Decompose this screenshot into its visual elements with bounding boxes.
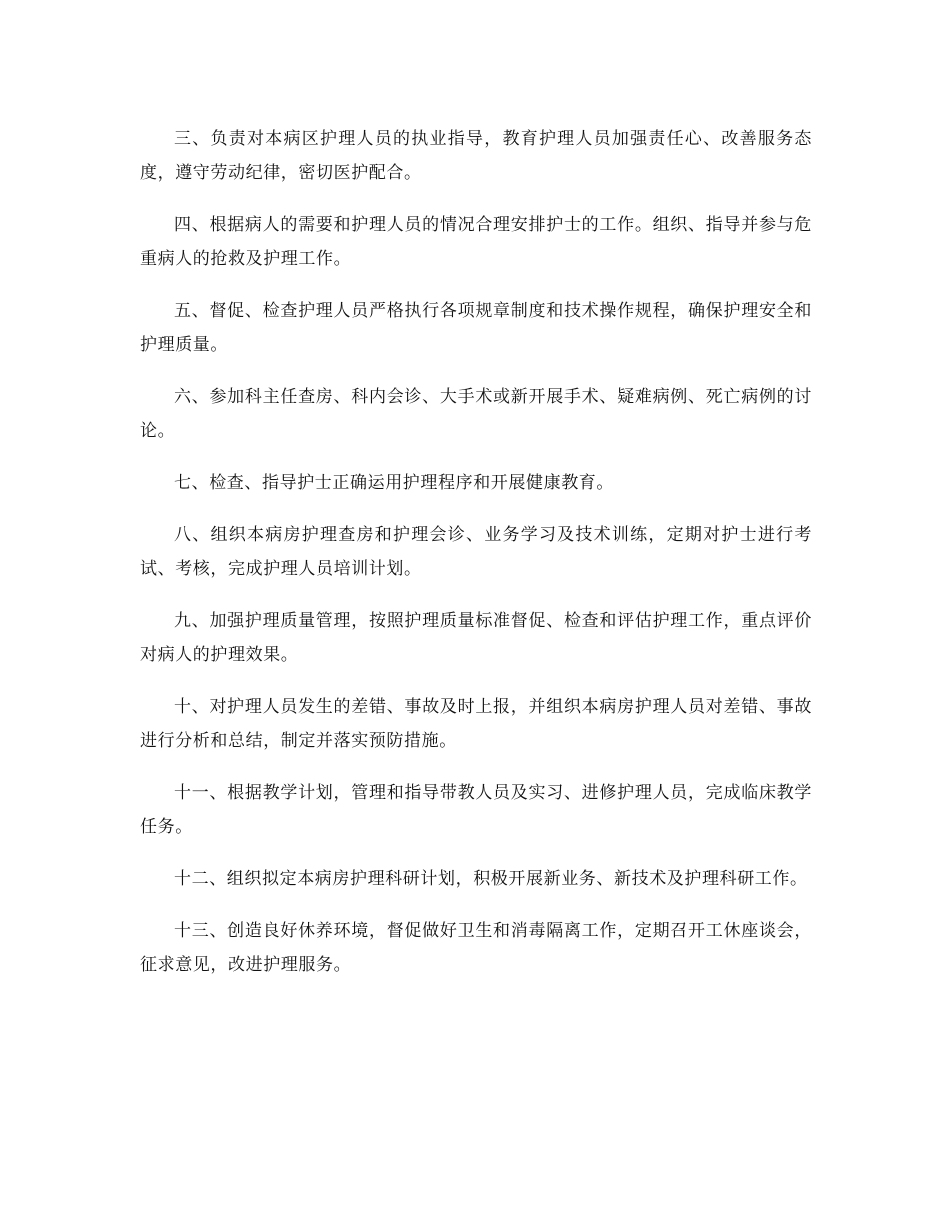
paragraph-10: 十、对护理人员发生的差错、事故及时上报，并组织本病房护理人员对差错、事故进行分析和总结，制定并落实预防措施。 (140, 697, 812, 751)
paragraph-6: 六、参加科主任查房、科内会诊、大手术或新开展手术、疑难病例、死亡病例的讨论。 (140, 387, 812, 441)
paragraph-3: 三、负责对本病区护理人员的执业指导，教育护理人员加强责任心、改善服务态度，遵守劳动纪律，密切医护配合。 (140, 129, 812, 183)
paragraph-11: 十一、根据教学计划，管理和指导带教人员及实习、进修护理人员，完成临床教学任务。 (140, 783, 812, 837)
paragraph-7: 七、检查、指导护士正确运用护理程序和开展健康教育。 (174, 473, 614, 493)
paragraph-5: 五、督促、检查护理人员严格执行各项规章制度和技术操作规程，确保护理安全和护理质量。 (140, 301, 812, 355)
paragraph-13: 十三、创造良好休养环境，督促做好卫生和消毒隔离工作，定期召开工休座谈会，征求意见，改进护理服务。 (140, 921, 812, 975)
paragraph-4: 四、根据病人的需要和护理人员的情况合理安排护士的工作。组织、指导并参与危重病人的抢救及护理工作。 (140, 215, 812, 269)
paragraph-8: 八、组织本病房护理查房和护理会诊、业务学习及技术训练，定期对护士进行考试、考核，完成护理人员培训计划。 (140, 525, 812, 579)
paragraph-12: 十二、组织拟定本病房护理科研计划，积极开展新业务、新技术及护理科研工作。 (174, 869, 808, 889)
paragraph-9: 九、加强护理质量管理，按照护理质量标准督促、检查和评估护理工作，重点评价对病人的护理效果。 (140, 611, 812, 665)
document-body (140, 122, 812, 1000)
